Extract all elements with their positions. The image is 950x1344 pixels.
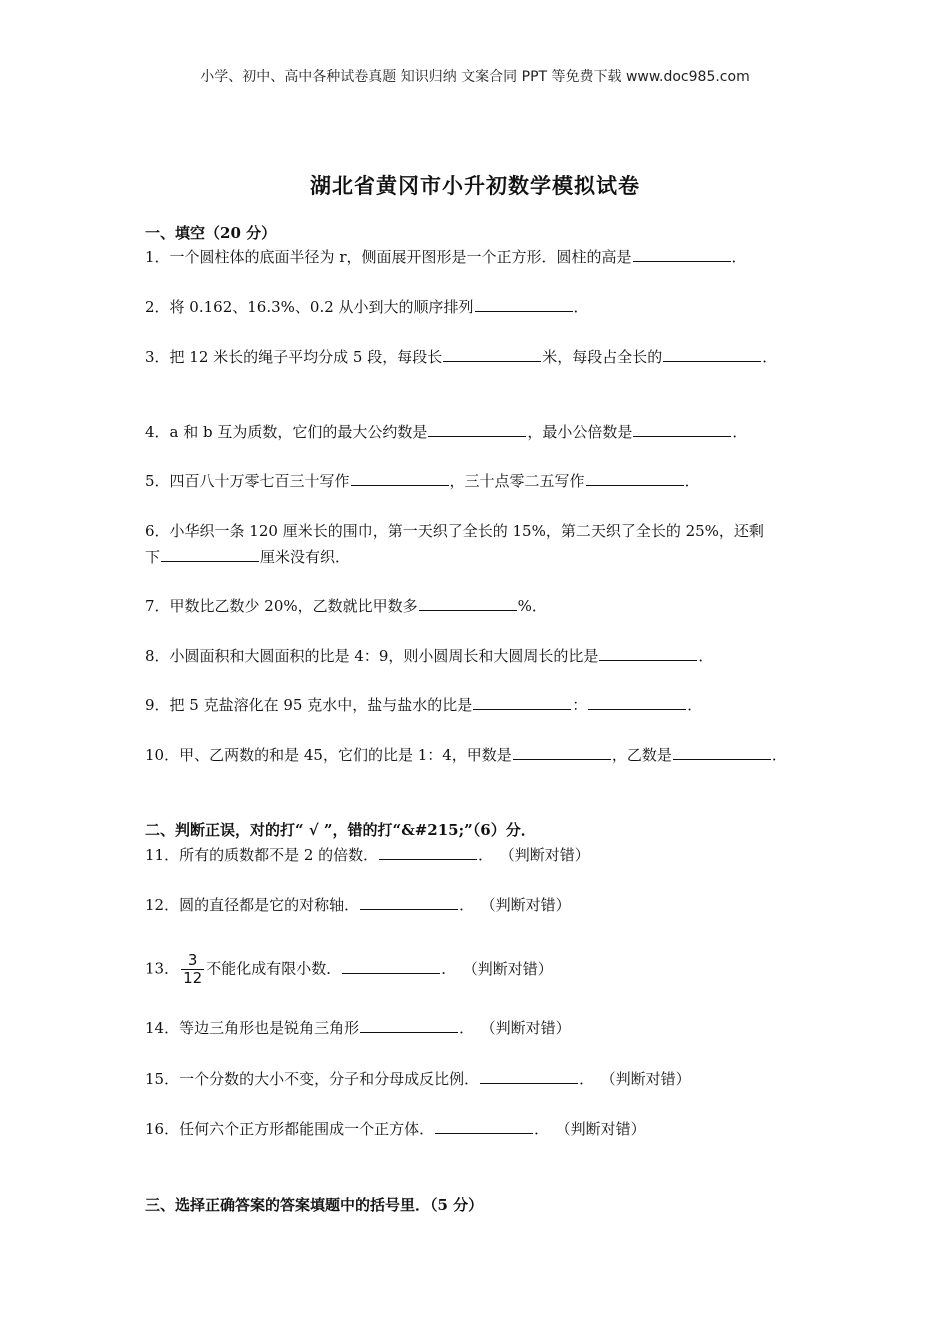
judge-label: （判断对错） (608, 1070, 691, 1088)
punct: %． (517, 597, 547, 615)
answer-blank[interactable] (513, 744, 611, 760)
question-6-line2 (145, 544, 764, 570)
question-4-text: 4．a 和 b 互为质数，它们的最大公约数是 (145, 423, 428, 441)
question-1-text: 1．一个圆柱体的底面半径为 r，侧面展开图形是一个正方形．圆柱的高是 (145, 248, 632, 266)
question-12 (145, 892, 571, 918)
question-10 (145, 742, 787, 768)
punct: ． (478, 846, 494, 864)
question-10-text: 10．甲、乙两数的和是 45，它们的比是 1：4，甲数是 (145, 746, 512, 764)
answer-blank[interactable] (586, 470, 684, 486)
question-15-text: 15．一个分数的大小不变，分子和分母成反比例． (145, 1070, 480, 1088)
judge-label: （判断对错） (488, 896, 571, 914)
question-6-text: 下 (145, 548, 161, 566)
page-header: 小学、初中、高中各种试卷真题 知识归纳 文案合同 PPT 等免费下载 www.doc985.com (200, 69, 750, 85)
page-title: 湖北省黄冈市小升初数学模拟试卷 (310, 173, 640, 198)
question-6-end: 厘米没有织． (260, 548, 351, 566)
punct: ． (732, 423, 748, 441)
question-5 (145, 468, 700, 494)
answer-blank[interactable] (379, 844, 477, 860)
question-9 (145, 692, 702, 718)
question-15 (145, 1066, 691, 1092)
fraction-denominator: 12 (183, 969, 203, 987)
punct: ． (579, 1070, 595, 1088)
punct: ． (459, 896, 475, 914)
question-7 (145, 593, 547, 619)
answer-blank[interactable] (342, 958, 440, 974)
answer-blank[interactable] (673, 744, 771, 760)
question-5-mid: ，三十点零二五写作 (449, 472, 585, 490)
judge-label: （判断对错） (488, 1019, 571, 1037)
answer-blank[interactable] (599, 645, 697, 661)
question-14 (145, 1015, 571, 1041)
question-8 (145, 643, 713, 669)
question-14-text: 14．等边三角形也是锐角三角形 (145, 1019, 360, 1037)
punct: ． (441, 959, 457, 978)
answer-blank[interactable] (633, 421, 731, 437)
section-fill-blank: 一、填空（20 分） (145, 224, 277, 242)
question-5-text: 5．四百八十万零七百三十写作 (145, 472, 350, 490)
question-6-line1: 6．小华织一条 120 厘米长的围巾，第一天织了全长的 15%，第二天织了全长的 25%，还剩 (145, 522, 764, 540)
question-12-text: 12．圆的直径都是它的对称轴． (145, 896, 360, 914)
question-1 (145, 244, 747, 270)
question-4-mid: ，最小公倍数是 (527, 423, 633, 441)
question-16 (145, 1116, 646, 1142)
ratio-colon: ： (572, 696, 588, 714)
punct: ． (762, 348, 778, 366)
judge-label: （判断对错） (563, 1120, 646, 1138)
punct: ． (698, 647, 714, 665)
fraction-numerator: 3 (181, 952, 204, 970)
answer-blank[interactable] (475, 296, 573, 312)
punct: ． (771, 746, 787, 764)
answer-blank[interactable] (480, 1068, 578, 1084)
question-8-text: 8．小圆面积和大圆面积的比是 4：9，则小圆周长和大圆周长的比是 (145, 647, 599, 665)
answer-blank[interactable] (428, 421, 526, 437)
question-7-text: 7．甲数比乙数少 20%，乙数就比甲数多 (145, 597, 418, 615)
answer-blank[interactable] (443, 346, 541, 362)
answer-blank[interactable] (473, 694, 571, 710)
answer-blank[interactable] (633, 246, 731, 262)
question-10-mid: ，乙数是 (611, 746, 672, 764)
question-16-text: 16．任何六个正方形都能围成一个正方体． (145, 1120, 435, 1138)
question-2-text: 2．将 0.162、16.3%、0.2 从小到大的顺序排列 (145, 298, 474, 316)
question-4 (145, 419, 747, 445)
answer-blank[interactable] (435, 1118, 533, 1134)
section-true-false: 二、判断正误，对的打“ √ ”，错的打“&#215;”（6）分． (145, 821, 536, 839)
answer-blank[interactable] (360, 1017, 458, 1033)
question-11 (145, 842, 590, 868)
question-3-mid: 米，每段占全长的 (542, 348, 663, 366)
answer-blank[interactable] (663, 346, 761, 362)
answer-blank[interactable] (588, 694, 686, 710)
punct: ． (731, 248, 747, 266)
question-13-text: 不能化成有限小数． (206, 959, 342, 978)
question-9-text: 9．把 5 克盐溶化在 95 克水中，盐与盐水的比是 (145, 696, 473, 714)
punct: ． (459, 1019, 475, 1037)
question-2 (145, 294, 589, 320)
judge-label: （判断对错） (470, 959, 553, 978)
answer-blank[interactable] (360, 894, 458, 910)
question-13 (145, 952, 553, 987)
punct: ． (573, 298, 589, 316)
punct: ． (534, 1120, 550, 1138)
answer-blank[interactable] (419, 595, 517, 611)
question-13-number: 13． (145, 959, 180, 978)
question-3 (145, 344, 777, 370)
question-6 (145, 518, 764, 570)
section-multiple-choice: 三、选择正确答案的答案填题中的括号里．（5 分） (145, 1196, 484, 1214)
question-11-text: 11．所有的质数都不是 2 的倍数． (145, 846, 379, 864)
answer-blank[interactable] (161, 546, 259, 562)
answer-blank[interactable] (351, 470, 449, 486)
judge-label: （判断对错） (507, 846, 590, 864)
fraction (181, 952, 204, 987)
punct: ． (684, 472, 700, 490)
question-3-text: 3．把 12 米长的绳子平均分成 5 段，每段长 (145, 348, 443, 366)
punct: ． (687, 696, 703, 714)
